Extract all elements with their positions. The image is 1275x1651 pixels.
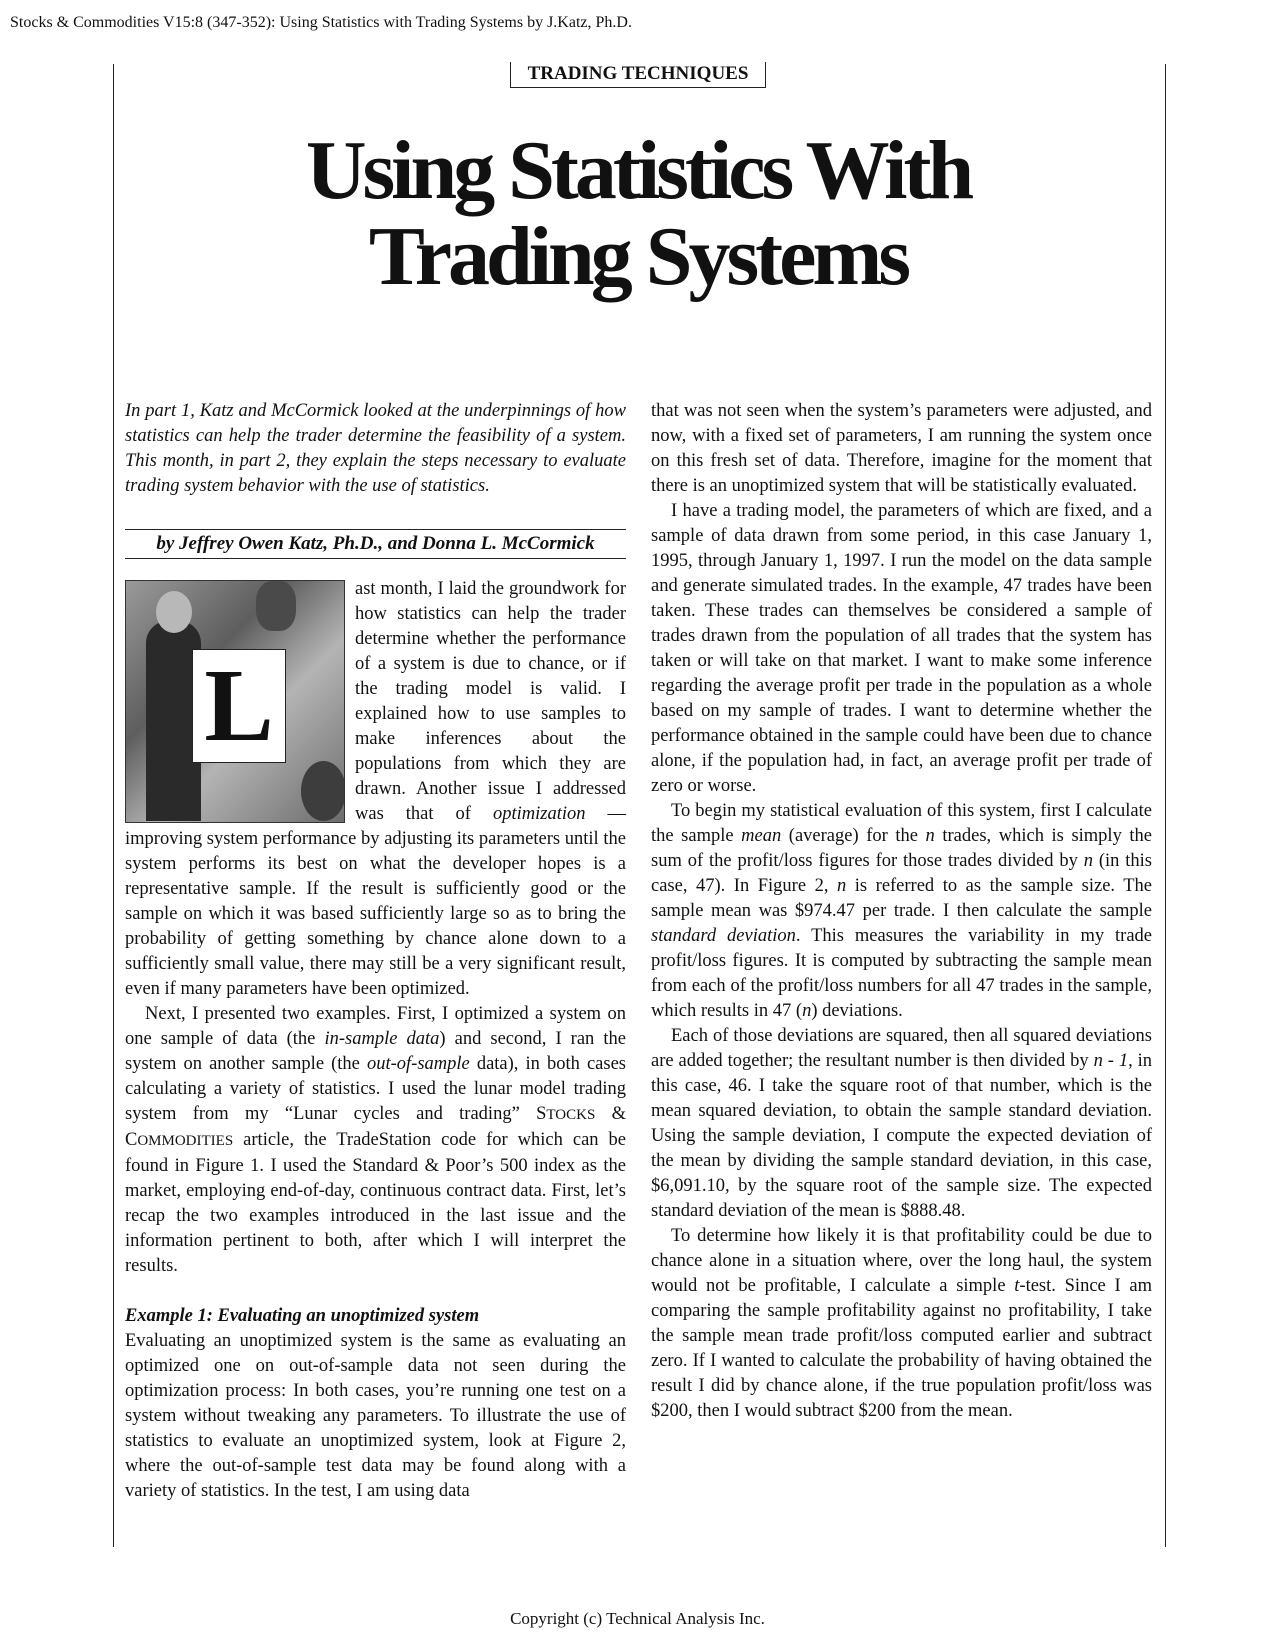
body-paragraph: Each of those deviations are squared, then all squared deviations are added together; the resultant number is then divided by n - 1, in this case, 46. I take the square root of that number, which is the mean squared deviation, to obtain the sample standard deviation. Using the sample deviation, I compute the expected deviation of the mean by dividing the sample standard deviation, in this case, $6,091.10, by the square root of the sample size. The expected standard deviation of the mean is $888.48. xyxy=(651,1026,1153,1221)
section-label: TRADING TECHNIQUES xyxy=(510,62,766,88)
body-paragraph: Next, I presented two examples. First, I optimized a system on one sample of data (the in-sample data) and second, I ran the system on another sample (the out-of-sample data), in both cases calculating a variety of statistics. I used the lunar model trading system from my “Lunar cycles and trading” STOCKS & COMMODITIES article, the TradeStation code for which can be found in Figure 1. I used the Standard & Poor’s 500 index as the market, employing end-of-day, continuous contract data. First, let’s recap the two examples introduced in the last issue and the information pertinent to both, after which I will interpret the results. xyxy=(125,1004,627,1276)
article-title xyxy=(160,124,1116,303)
body-paragraph: Evaluating an unoptimized system is the same as evaluating an optimized one on out-of-sample data not seen during the optimization process: In both cases, you’re running one test on a system without tweaking any parameters. To illustrate the use of statistics to evaluate an unoptimized system, look at Figure 2, where the out-of-sample test data may be found along with a variety of statistics. In the test, I am using data xyxy=(125,1331,626,1501)
drop-cap-illustration xyxy=(125,580,345,823)
left-column xyxy=(125,399,626,1504)
illustration-shape xyxy=(256,581,296,631)
title-line-1: Using Statistics With xyxy=(305,124,971,217)
example-1-heading: Example 1: Evaluating an unoptimized system xyxy=(125,1306,480,1326)
body-paragraph: ast month, I laid the groundwork for how statistics can help the trader determine whether the performance of a system is due to chance, or if the trading model is valid. I explained how to use samples to make inferences about the populations from which they are drawn. Another issue I addressed was that of optimization — improving system performance by adjusting its parameters until the system performs its best on what the developer hopes is a representative sample. If the result is sufficiently good or the sample on which it was based sufficiently large so as to bring the probability of getting something by chance alone down to a sufficiently small value, there may still be a very significant result, even if many parameters have been optimized. xyxy=(125,579,626,999)
intro-paragraph: In part 1, Katz and McCormick looked at the underpinnings of how statistics can help the trader determine the feasibility of a system. This month, in part 2, they explain the steps necessary to evaluate trading system behavior with the use of statistics. xyxy=(125,401,626,496)
body-paragraph: To determine how likely it is that profitability could be due to chance alone in a situation where, over the long haul, the system would not be profitable, I calculate a simple t-test. Since I am comparing the sample profitability against no profitability, I take the sample mean trade profit/loss computed earlier and subtract zero. If I wanted to calculate the probability of having obtained the result I did by chance alone, if the true population profit/loss was $200, then I would subtract $200 from the mean. xyxy=(651,1226,1152,1421)
left-column-rule xyxy=(113,64,114,1547)
running-head: Stocks & Commodities V15:8 (347-352): Using Statistics with Trading Systems by J.Katz, Ph.D. xyxy=(10,14,632,31)
body-paragraph: I have a trading model, the parameters of which are fixed, and a sample of data drawn from some period, in this case January 1, 1995, through January 1, 1997. I run the model on the data sample and generate simulated trades. In the example, 47 trades have been taken. These trades can themselves be considered a sample of trades drawn from the population of all trades that the system has taken or will take on that market. I want to make some inference regarding the average profit per trade in the population as a whole based on my sample of trades. I want to determine whether the performance obtained in the sample could have been due to chance alone, if the population had, in fact, an average profit per trade of zero or worse. xyxy=(651,501,1152,796)
right-column xyxy=(651,399,1152,1424)
illustration-shape xyxy=(301,761,345,821)
title-line-2: Trading Systems xyxy=(368,210,908,303)
right-column-rule xyxy=(1165,64,1166,1547)
body-paragraph: that was not seen when the system’s parameters were adjusted, and now, with a fixed set of parameters, I am running the system once on this fresh set of data. Therefore, imagine for the moment that there is an unoptimized system that will be statistically evaluated. xyxy=(651,401,1152,496)
body-paragraph: To begin my statistical evaluation of this system, first I calculate the sample mean (average) for the n trades, which is simply the sum of the profit/loss figures for those trades divided by n (in this case, 47). In Figure 2, n is referred to as the sample size. The sample mean was $974.47 per trade. I then calculate the sample standard deviation. This measures the variability in my trade profit/loss figures. It is computed by subtracting the sample mean from each of the profit/loss numbers for all 47 trades in the sample, which results in 47 (n) deviations. xyxy=(651,801,1153,1021)
copyright-footer: Copyright (c) Technical Analysis Inc. xyxy=(510,1609,765,1628)
illustration-head xyxy=(156,591,192,633)
byline: by Jeffrey Owen Katz, Ph.D., and Donna L. McCormick xyxy=(125,529,626,559)
drop-cap-letter: L xyxy=(192,649,286,763)
